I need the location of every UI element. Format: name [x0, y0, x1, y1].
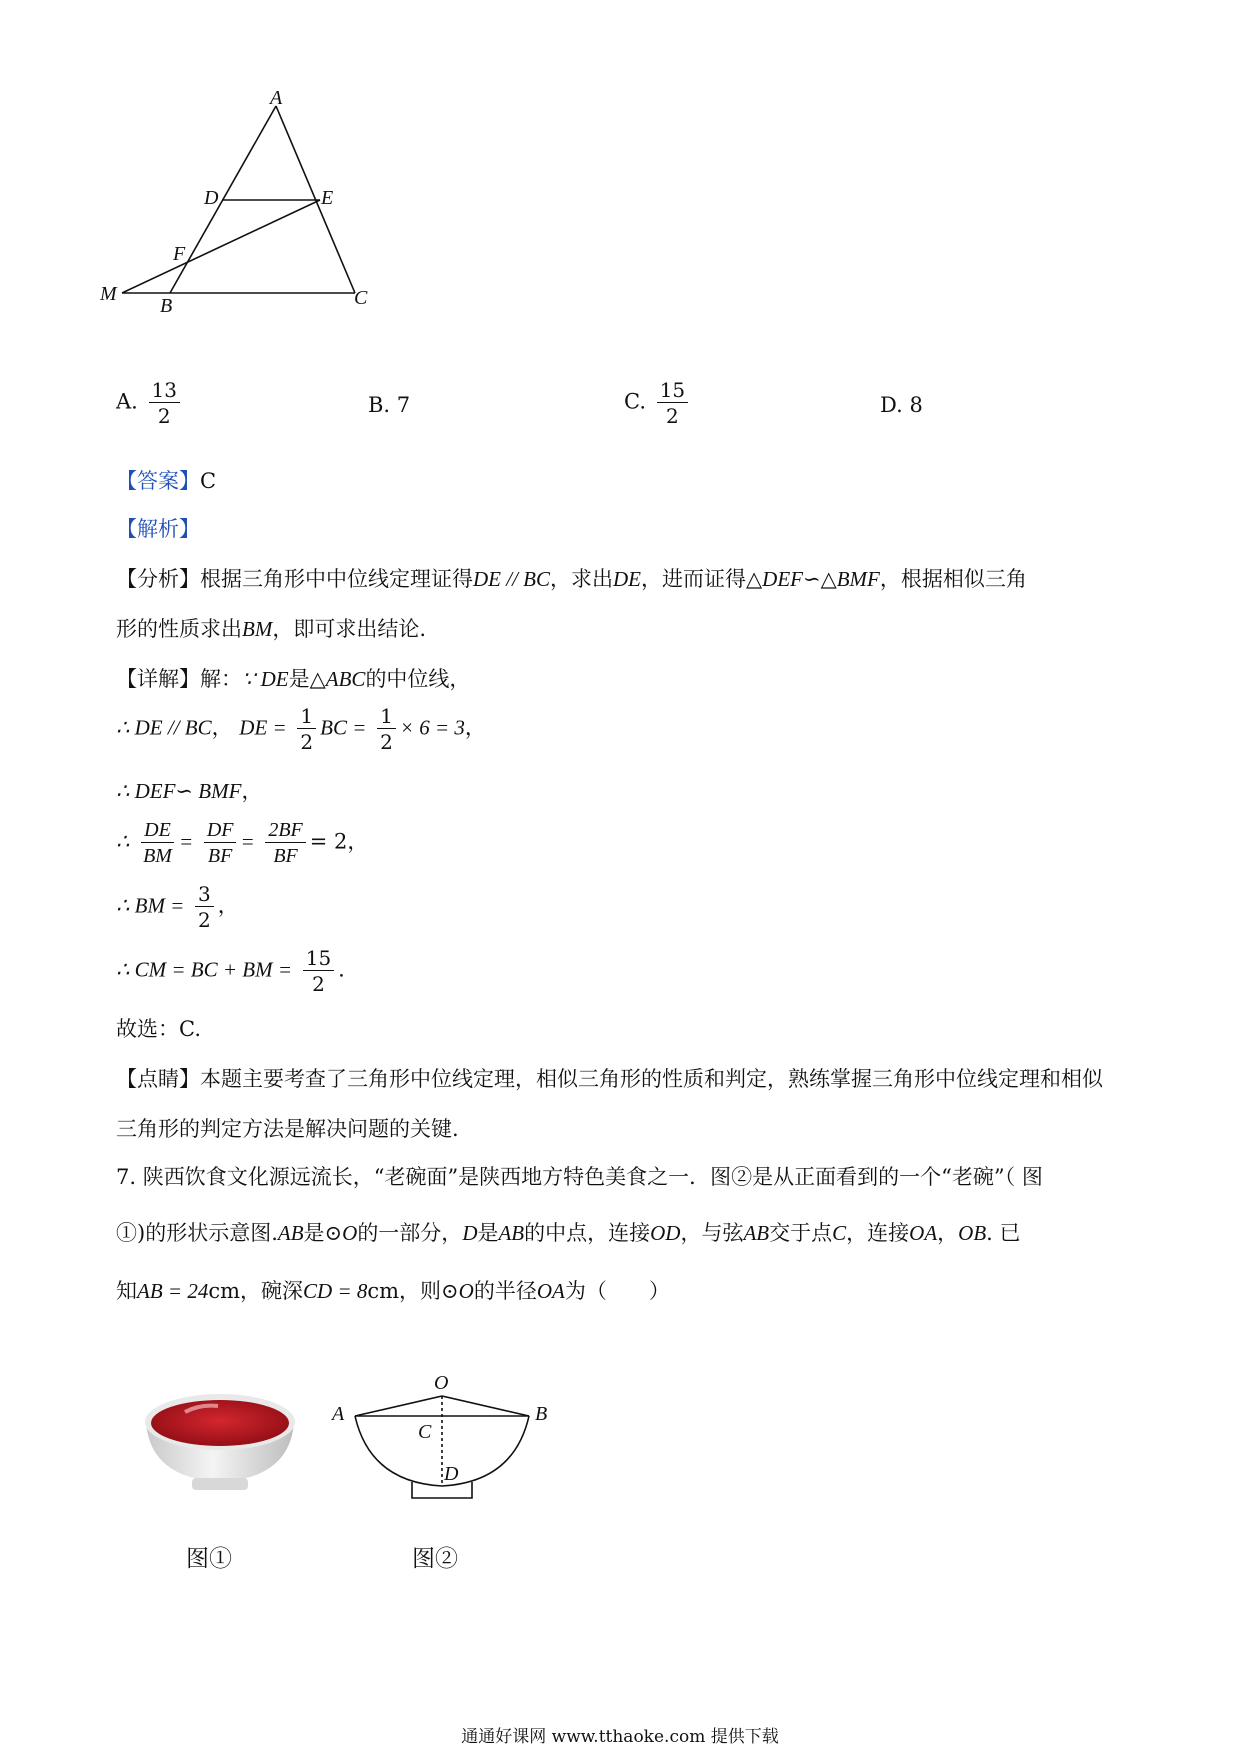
dianjing-line-1: 【点睛】本题主要考查了三角形中位线定理，相似三角形的性质和判定，熟练掌握三角形中位线定理和相似	[116, 1067, 1103, 1091]
segment-oa	[355, 1396, 442, 1416]
q7-line-1: 7. 陕西饮食文化源远流长，“老碗面”是陕西地方特色美食之一．图②是从正面看到的一个“老碗”（ 图	[116, 1165, 1043, 1189]
analysis-heading: 【解析】	[116, 517, 200, 541]
segment-me	[122, 200, 320, 293]
point-d-label: D	[204, 187, 219, 209]
point-b-label: B	[160, 295, 173, 317]
point-b-label: B	[535, 1403, 548, 1425]
step-4: ∴ BM = $\frac{3}{2}$ ，	[116, 882, 239, 932]
bowl-base	[412, 1482, 472, 1498]
fraction: $\frac{15}{2}$	[657, 380, 688, 426]
step-5: ∴ CM = BC + BM = $\frac{15}{2}$ .	[116, 946, 345, 996]
fenxi-line-1: 【分析】根据三角形中中位线定理证得DE // BC，求出DE，进而证得△DEF∽△BMF，根据相似三角	[116, 567, 1027, 591]
point-o-label: O	[434, 1372, 449, 1394]
option-a: A. $\frac{13}{2}$	[116, 380, 184, 426]
option-c: C. $\frac{15}{2}$	[624, 380, 692, 426]
fenxi-line-2: 形的性质求出BM，即可求出结论.	[116, 617, 427, 641]
point-m-label: M	[100, 283, 117, 305]
point-a-label: A	[270, 90, 283, 109]
bowl-inner	[151, 1400, 289, 1446]
option-b: B. 7	[368, 393, 411, 417]
caption-fig1: 图①	[186, 1546, 232, 1572]
step-2: ∴ DEF∽ BMF，	[116, 779, 263, 803]
point-c-label: C	[418, 1421, 432, 1443]
fraction: $\frac{13}{2}$	[149, 380, 180, 426]
q7-line-3: 知AB = 24cm，碗深CD = 8cm，则⊙O的半径OA为（ ）	[116, 1279, 670, 1303]
point-e-label: E	[321, 187, 334, 209]
point-f-label: F	[173, 243, 186, 265]
bowl-foot	[192, 1478, 248, 1490]
step-3: ∴ $\frac{DE}{BM}$ = $\frac{DF}{BF}$ = $\frac{2BF}{BF}$ = 2，	[116, 819, 369, 867]
dianjing-line-2: 三角形的判定方法是解决问题的关键.	[116, 1117, 459, 1141]
option-d: D. 8	[880, 393, 923, 417]
segment-ob	[442, 1396, 529, 1416]
point-c-label: C	[354, 287, 368, 309]
step-1: ∴ DE // BC， DE = $\frac{1}{2}$ BC = $\frac{1}{2}$ × 6 = 3，	[116, 704, 486, 754]
xiangjie-line: 【详解】解：∵ DE是△ABC的中位线，	[116, 667, 471, 691]
q7-line-2: ①)的形状示意图.AB是⊙O的一部分，D是AB的中点，连接OD，与弦AB交于点C，连接OA，OB. 已	[116, 1221, 1021, 1245]
answer-line: 【答案】C	[116, 469, 217, 493]
caption-fig2: 图②	[412, 1546, 458, 1572]
point-a-label: A	[332, 1403, 345, 1425]
bowl-illustration	[140, 1390, 300, 1500]
bowl-diagram	[330, 1364, 560, 1504]
point-d-label: D	[444, 1463, 459, 1485]
footer: 通通好课网 www.tthaoke.com 提供下载	[461, 1727, 779, 1747]
triangle-figure	[100, 90, 400, 320]
choose-line: 故选：C.	[116, 1017, 201, 1041]
